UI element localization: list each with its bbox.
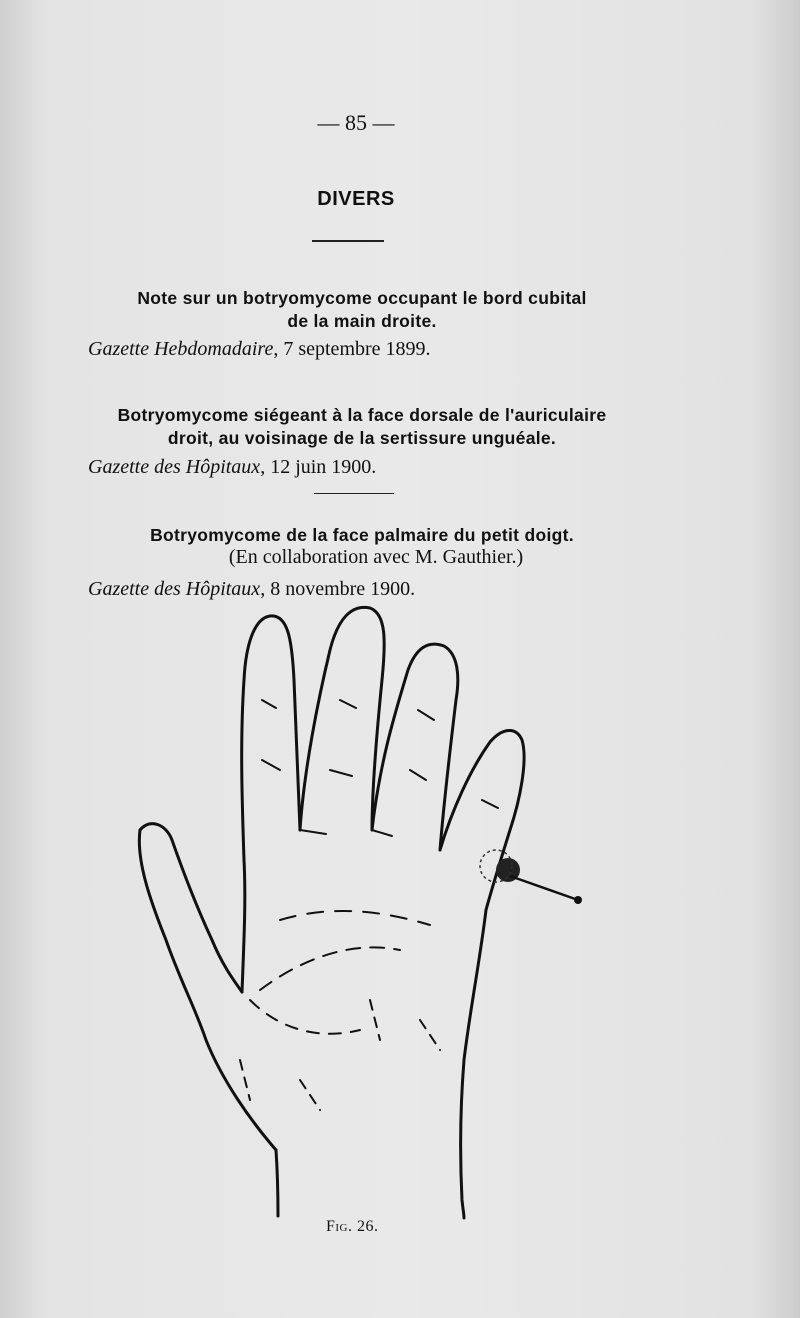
ring-finger-outline [372,644,458,850]
pointer-tip [574,896,582,904]
entry-3-title-line-1: Botryomycome de la face palmaire du petit doigt. [150,525,574,545]
pointer-line [510,876,578,900]
middle-finger-outline [300,607,384,830]
entry-1-title-line-1: Note sur un botryomycome occupant le bord cubital [137,288,587,308]
thenar-crease [250,1000,360,1034]
figure-caption: Fig. 26. [326,1218,379,1235]
entry-3-date: , 8 novembre 1900. [260,578,416,600]
entry-2-title-line-2: droit, au voisinage de la sertissure unguéale. [167,428,557,448]
entry-3-collaboration: (En collaboration avec M. Gauthier.) [228,546,524,568]
palm-crease [260,947,400,990]
entry-1-journal: Gazette Hebdomadaire [88,338,274,360]
section-title: DIVERS [317,188,395,210]
thumb-inner-outline [139,830,276,1150]
palm-crease-2 [280,911,430,925]
entry-2-title-line-1: Botryomycome siégeant à la face dorsale de l'auriculaire [117,405,607,425]
page-number: — 85 — [317,110,395,135]
little-finger-outline [440,730,524,910]
wrist-edge [276,1150,278,1216]
palm-outer-edge [461,910,486,1218]
finger-base-lines [300,830,392,836]
entry-1-date: , 7 septembre 1899. [273,338,431,360]
entry-2-date: , 12 juin 1900. [260,456,377,478]
entry-3-journal: Gazette des Hôpitaux [88,578,261,600]
entry-2-journal: Gazette des Hôpitaux [88,456,261,478]
index-finger-outline [242,616,300,992]
entry-1-title-line-2: de la main droite. [287,311,437,331]
